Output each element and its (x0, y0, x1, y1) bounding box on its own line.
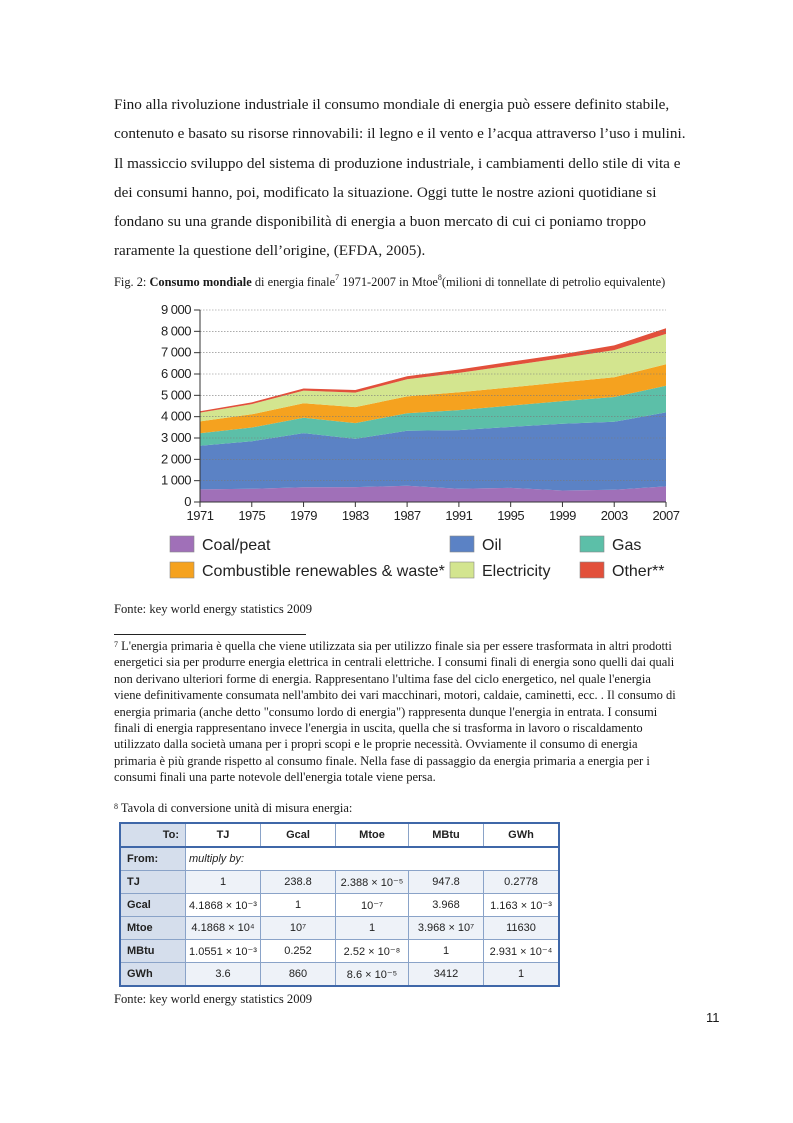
row-unit: TJ (120, 871, 186, 894)
paragraph-line: Il massiccio sviluppo del sistema di produzione industriale, i cambiamenti dello stile di vita e (114, 154, 681, 172)
footnote-line: utilizzato dalla società umana per i propri scopi e le proprie necessità. Ovviamente il consumo di energia (114, 737, 638, 752)
table-cell: 10⁷ (261, 917, 336, 940)
table-cell: 1.163 × 10⁻³ (484, 894, 560, 917)
table-header-row (120, 823, 559, 847)
x-tick-label: 1987 (393, 508, 421, 523)
table-cell: 1 (186, 871, 261, 894)
legend-swatch (170, 562, 194, 578)
y-tick-label: 9 000 (160, 302, 191, 317)
footnote-number: 8 (114, 802, 118, 811)
paragraph-line: dei consumi hanno, poi, modificato la situazione. Oggi tutte le nostre azioni quotidiane si (114, 183, 657, 201)
paragraph-line: raramente la questione dell’origine, (EFDA, 2005). (114, 242, 426, 260)
y-tick-label: 7 000 (160, 344, 191, 360)
legend-swatch (580, 536, 604, 552)
y-tick-label: 1 000 (160, 472, 191, 488)
y-tick-label: 5 000 (160, 387, 191, 403)
footnote-line: energetici sia per produrre energia elettrica in centrali elettriche. I consumi finali di energia sono quelli dai quali (114, 655, 675, 670)
table-row (120, 871, 559, 894)
table-cell: 0.2778 (484, 871, 560, 894)
footnote-8: $^8$ Tavola di conversione unità di misura energia: (114, 801, 353, 815)
footnote-line: finali di energia rappresentano invece l'energia in uscita, quella che si trasforma in lavoro o riscaldamento (114, 721, 643, 736)
x-tick-label: 2003 (600, 508, 628, 523)
column-header: MBtu (409, 823, 484, 847)
x-tick-label: 1995 (497, 508, 525, 523)
table-cell: 3.6 (186, 963, 261, 987)
y-tick-label: 8 000 (160, 323, 191, 339)
legend-label: Oil (482, 537, 502, 554)
table-row (120, 847, 559, 871)
y-tick-label: 6 000 (160, 366, 191, 381)
row-unit: Gcal (120, 894, 186, 917)
x-tick-label: 1971 (186, 508, 214, 523)
legend-label: Combustible renewables & waste* (202, 563, 445, 580)
legend-label: Gas (612, 537, 642, 554)
table-cell: 2.931 × 10⁻⁴ (484, 940, 560, 963)
y-tick-label: 2 000 (160, 451, 191, 467)
column-header: TJ (186, 823, 261, 847)
footnote-line: viene definitivamente consumata nell'ambito dei vari macchinari, motori, caldaie, caminetti, ecc. . Il consumo di (114, 688, 676, 703)
page-number: 11 (706, 1010, 720, 1025)
table-cell: 0.252 (261, 940, 336, 963)
y-tick-label: 4 000 (160, 408, 191, 424)
x-tick-label: 2007 (652, 508, 680, 523)
column-header: Mtoe (336, 823, 409, 847)
to-label: To: (120, 823, 186, 847)
table-cell: 238.8 (261, 871, 336, 894)
table-cell: 10⁻⁷ (336, 894, 409, 917)
x-tick-label: 1983 (341, 508, 369, 523)
footnote-ref-7[interactable]: 7 (335, 273, 340, 282)
legend-label: Coal/peat (202, 537, 271, 554)
y-tick-label: 0 (184, 494, 191, 509)
table-cell: 2.388 × 10⁻⁵ (336, 871, 409, 894)
table-row (120, 917, 559, 940)
table-row (120, 963, 559, 987)
multiply-label: multiply by: (186, 847, 560, 871)
legend-label: Other** (612, 563, 665, 580)
paragraph-line: Fino alla rivoluzione industriale il consumo mondiale di energia può essere definito stabile, (114, 96, 670, 113)
footnote-7 (114, 638, 692, 786)
table-cell: 4.1868 × 10⁴ (186, 917, 261, 940)
table-cell: 4.1868 × 10⁻³ (186, 894, 261, 917)
footnote-line: energia primaria (anche detto "consumo lordo di energia") rappresenta dunque l'energia in entrata. I consumi (114, 704, 658, 719)
table-row (120, 940, 559, 963)
table-cell: 1.0551 × 10⁻³ (186, 940, 261, 963)
x-tick-label: 1975 (238, 508, 266, 523)
row-unit: MBtu (120, 940, 186, 963)
caption-bold: Consumo mondiale (149, 275, 252, 289)
footnote-line: non derivano ulteriori forme di energia. Rappresentano l'ultima fase del ciclo energetico, nel quale l'energia (114, 671, 651, 686)
x-tick-label: 1999 (548, 508, 576, 523)
figure-caption: Fig. 2: Consumo mondiale di energia finale$^7$ 1971-2007 in Mtoe$^8$(milioni di tonnellate di petrolio equivalente) (114, 273, 666, 289)
chart-svg (150, 300, 690, 600)
footnote-line: primaria è più grande rispetto al consumo finale. Nella fase di passaggio da energia primaria a energia per i (114, 753, 650, 768)
table-cell: 11630 (484, 917, 560, 940)
footnote-line: consumi finali una parte notevole dell'energia totale viene persa. (114, 770, 436, 785)
legend-swatch (450, 536, 474, 552)
table-cell: 1 (409, 940, 484, 963)
table-row (120, 894, 559, 917)
legend-swatch (170, 536, 194, 552)
table-cell: 1 (336, 917, 409, 940)
table-cell: 2.52 × 10⁻⁸ (336, 940, 409, 963)
x-tick-label: 1991 (445, 508, 473, 523)
from-label: From: (120, 847, 186, 871)
row-unit: Mtoe (120, 917, 186, 940)
table-cell: 3412 (409, 963, 484, 987)
row-unit: GWh (120, 963, 186, 987)
legend-swatch (580, 562, 604, 578)
footnote-line: $^7$ L'energia primaria è quella che viene utilizzata sia per utilizzo finale sia per essere trasformata in altri prodotti (114, 639, 672, 653)
table-cell: 3.968 (409, 894, 484, 917)
x-tick-label: 1979 (290, 508, 318, 523)
table-source: Fonte: key world energy statistics 2009 (114, 992, 313, 1006)
conversion-table (119, 822, 560, 987)
paragraph-line: contenuto e basato su risorse rinnovabili: il legno e il vento e l’acqua attraverso l’uso i mulini. (114, 125, 686, 143)
figure-source: Fonte: key world energy statistics 2009 (114, 602, 313, 616)
table-cell: 8.6 × 10⁻⁵ (336, 963, 409, 987)
energy-consumption-chart (150, 300, 690, 600)
legend-swatch (450, 562, 474, 578)
body-paragraph (114, 90, 688, 266)
column-header: Gcal (261, 823, 336, 847)
footnote-separator (114, 634, 306, 635)
y-tick-label: 3 000 (160, 430, 191, 445)
table-cell: 947.8 (409, 871, 484, 894)
table-cell: 860 (261, 963, 336, 987)
footnote-number: 7 (114, 640, 118, 649)
legend-label: Electricity (482, 563, 551, 580)
table-cell: 1 (261, 894, 336, 917)
table-cell: 3.968 × 10⁷ (409, 917, 484, 940)
footnote-ref-8[interactable]: 8 (437, 273, 442, 282)
paragraph-line: fondano su una grande disponibilità di energia a buon mercato di cui ci poniamo troppo (114, 213, 646, 231)
column-header: GWh (484, 823, 560, 847)
table-cell: 1 (484, 963, 560, 987)
